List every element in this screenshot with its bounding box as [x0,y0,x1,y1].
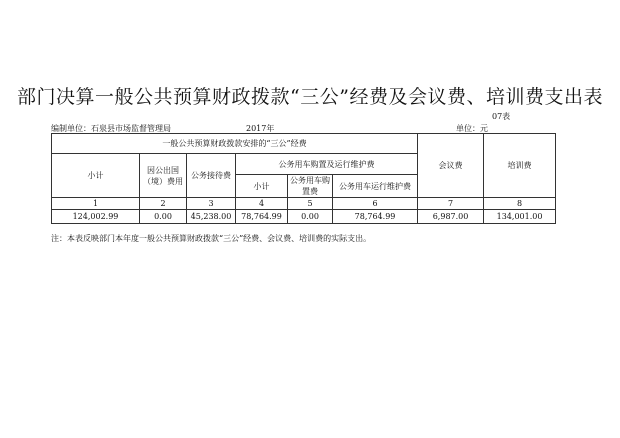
value-vehicle-purchase: 0.00 [288,210,333,224]
column-index: 4 [236,198,288,210]
value-meeting: 6,987.00 [418,210,484,224]
header-vehicle-group: 公务用车购置及运行维护费 [236,154,418,175]
value-training: 134,001.00 [484,210,556,224]
value-vehicle-subtotal: 78,764.99 [236,210,288,224]
column-index-row [52,198,556,210]
header-vehicle-subtotal: 小计 [236,175,288,198]
column-index: 5 [288,198,333,210]
header-vehicle-operation: 公务用车运行维护费 [333,175,418,198]
expenditure-table [51,133,556,224]
value-row [52,210,556,224]
report-year: 2017年 [246,124,275,133]
footnote: 注：本表反映部门本年度一般公共预算财政拨款“三公”经费、会议费、培训费的实际支出。 [51,234,372,243]
column-index: 7 [418,198,484,210]
table-number: 07表 [492,112,511,121]
column-index: 8 [484,198,556,210]
header-training-fee: 培训费 [484,134,556,198]
value-vehicle-operation: 78,764.99 [333,210,418,224]
value-reception: 45,238.00 [187,210,236,224]
header-reception-fee: 公务接待费 [187,154,236,198]
currency-unit: 单位：元 [456,124,488,133]
header-meeting-fee: 会议费 [418,134,484,198]
header-vehicle-purchase: 公务用车购置费 [288,175,333,198]
value-subtotal: 124,002.99 [52,210,140,224]
column-index: 2 [140,198,187,210]
value-abroad: 0.00 [140,210,187,224]
header-subtotal: 小计 [52,154,140,198]
report-title: 部门决算一般公共预算财政拨款“三公”经费及会议费、培训费支出表 [17,86,603,108]
column-index: 1 [52,198,140,210]
column-index: 3 [187,198,236,210]
header-abroad-expenses: 因公出国（境）费用 [140,154,187,198]
header-row-1 [52,134,556,154]
compiling-unit: 编制单位：石泉县市场监督管理局 [51,124,171,133]
column-index: 6 [333,198,418,210]
header-three-public-funds: 一般公共预算财政拨款安排的“三公”经费 [52,134,418,154]
